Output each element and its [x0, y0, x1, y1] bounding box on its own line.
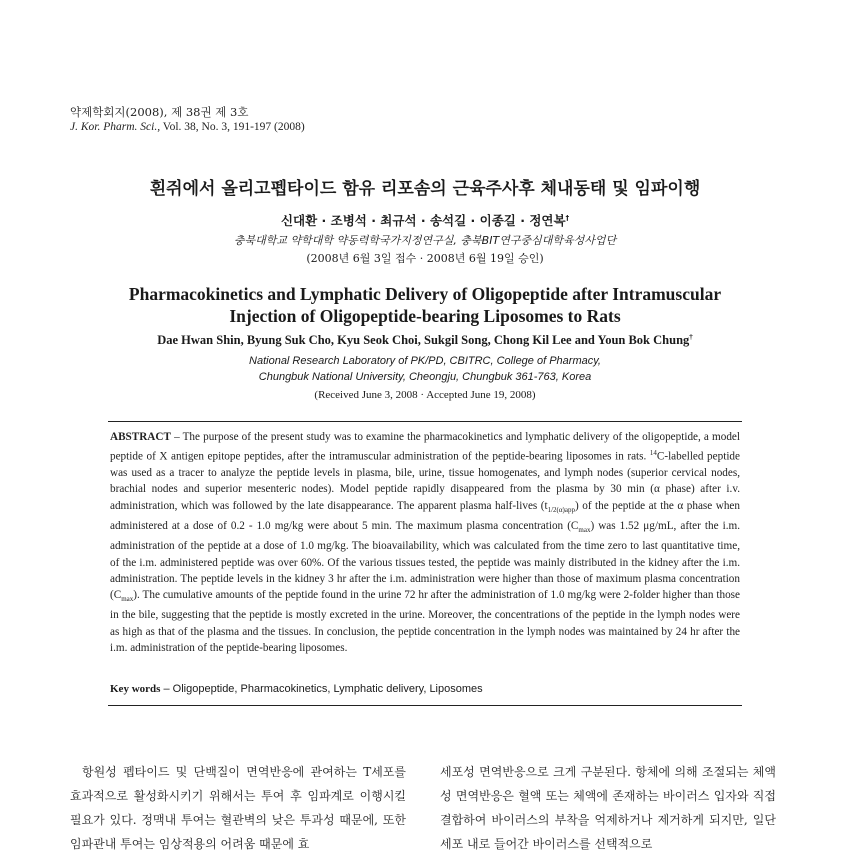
corresponding-mark-en: †	[689, 333, 693, 341]
abstract-bottom-rule	[108, 705, 742, 706]
keywords: Key words – Oligopeptide, Pharmacokinetics, Lymphatic delivery, Liposomes	[110, 683, 483, 695]
journal-english-line: J. Kor. Pharm. Sci., Vol. 38, No. 3, 191-197 (2008)	[70, 121, 305, 133]
journal-korean-line: 약제학회지(2008), 제 38권 제 3호	[70, 105, 249, 119]
english-affiliation-line1: National Research Laboratory of PK/PD, CBITRC, College of Pharmacy,	[249, 355, 601, 367]
korean-affiliation: 충북대학교 약학대학 약동력학국가지정연구실, 충북BIT연구중심대학육성사업단	[233, 234, 617, 247]
abstract: ABSTRACT – The purpose of the present study was to examine the pharmacokinetics and lymphatic delivery of the oligopeptide, a model peptide of X antigen epitope peptides, after the intramuscular administration of the peptide-bearing liposomes in rats. $^{14}$C-labelled peptide was used as a tracer to analyze the peptide levels in plasma, bile, urine, tissue homogenates, and lymph nodes (superior cervical nodes, brachial nodes and superior mesenteric nodes). Model peptide rapidly disappeared from the plasma by 30 min (α phase) after i.v. administration, which was followed by the late disappearance. The apparent plasma half-lives $(t_{1/2(\alpha)app})$ of the peptide at the α phase when administered at a dose of 0.2 - 1.0 mg/kg were about 5 min. The maximum plasma concentration $(C_{max})$ was 1.52 μg/mL, after the i.m. administration of the peptide at a dose of 1.0 mg/kg. The bioavailability, which was calculated from the time zero to last quantitative time, of the i.m. administered peptide was over 60%. Of the various tissues tested, the peptide was mainly distributed in the kidney after the i.m. administration. The peptide levels in the kidney 3 hr after the i.m. administration were higher than those of maximum plasma concentration $(C_{max})$. The cumulative amounts of the peptide found in the urine 72 hr after the administration of 1.0 mg/kg were 2-folder higher than those in the bile, suggesting that the peptide is mostly excreted in the urine. Moreover, the concentrations of the peptide in the lymph nodes were as high as that of the plasma and the tissues. In conclusion, the peptide concentration in the lymph nodes was maintained by 24 hr after the i.m. administration of the peptide-bearing liposomes.	[110, 431, 741, 654]
english-affiliation-line2: Chungbuk National University, Cheongju, Chungbuk 361-763, Korea	[258, 371, 592, 383]
english-title-line2: Injection of Oligopeptide-bearing Liposomes to Rats	[229, 306, 621, 326]
korean-authors: 신대환 · 조병석 · 최규석 · 송석길 · 이종길 · 정연복†	[280, 213, 570, 228]
english-dates: (Received June 3, 2008 · Accepted June 19, 2008)	[314, 389, 536, 401]
korean-title: 흰쥐에서 올리고펩타이드 함유 리포솜의 근육주사후 체내동태 및 임파이행	[149, 179, 701, 199]
english-authors: Dae Hwan Shin, Byung Suk Cho, Kyu Seok Choi, Sukgil Song, Chong Kil Lee and Youn Bok Chung†	[157, 333, 693, 348]
english-title	[0, 283, 850, 327]
abstract-top-rule	[108, 421, 742, 422]
keywords-text: Oligopeptide, Pharmacokinetics, Lymphatic delivery, Liposomes	[172, 683, 483, 695]
body-right-column: 세포성 면역반응으로 크게 구분된다. 항체에 의해 조절되는 체액성 면역반응은 혈액 또는 체액에 존재하는 바이러스 입자와 직접 결합하여 바이러스의 부착을 억제하거나 제거하게 되지만, 일단 세포 내로 들어간 바이러스를 선택적으로	[440, 765, 776, 851]
abstract-label: ABSTRACT	[110, 431, 171, 443]
keywords-label: Key words	[110, 683, 161, 695]
english-title-line1: Pharmacokinetics and Lymphatic Delivery of Oligopeptide after Intramuscular	[128, 284, 722, 304]
corresponding-mark: †	[565, 213, 570, 222]
body-left-column: 항원성 펩타이드 및 단백질이 면역반응에 관여하는 T세포를 효과적으로 활성화시키기 위해서는 투여 후 임파계로 이행시킬 필요가 있다. 정맥내 투여는 혈관벽의 낮은 투과성 때문에, 또한 임파관내 투여는 임상적용의 어려움 때문에 효	[70, 765, 406, 851]
korean-dates: (2008년 6월 3일 접수 · 2008년 6월 19일 승인)	[306, 252, 544, 265]
